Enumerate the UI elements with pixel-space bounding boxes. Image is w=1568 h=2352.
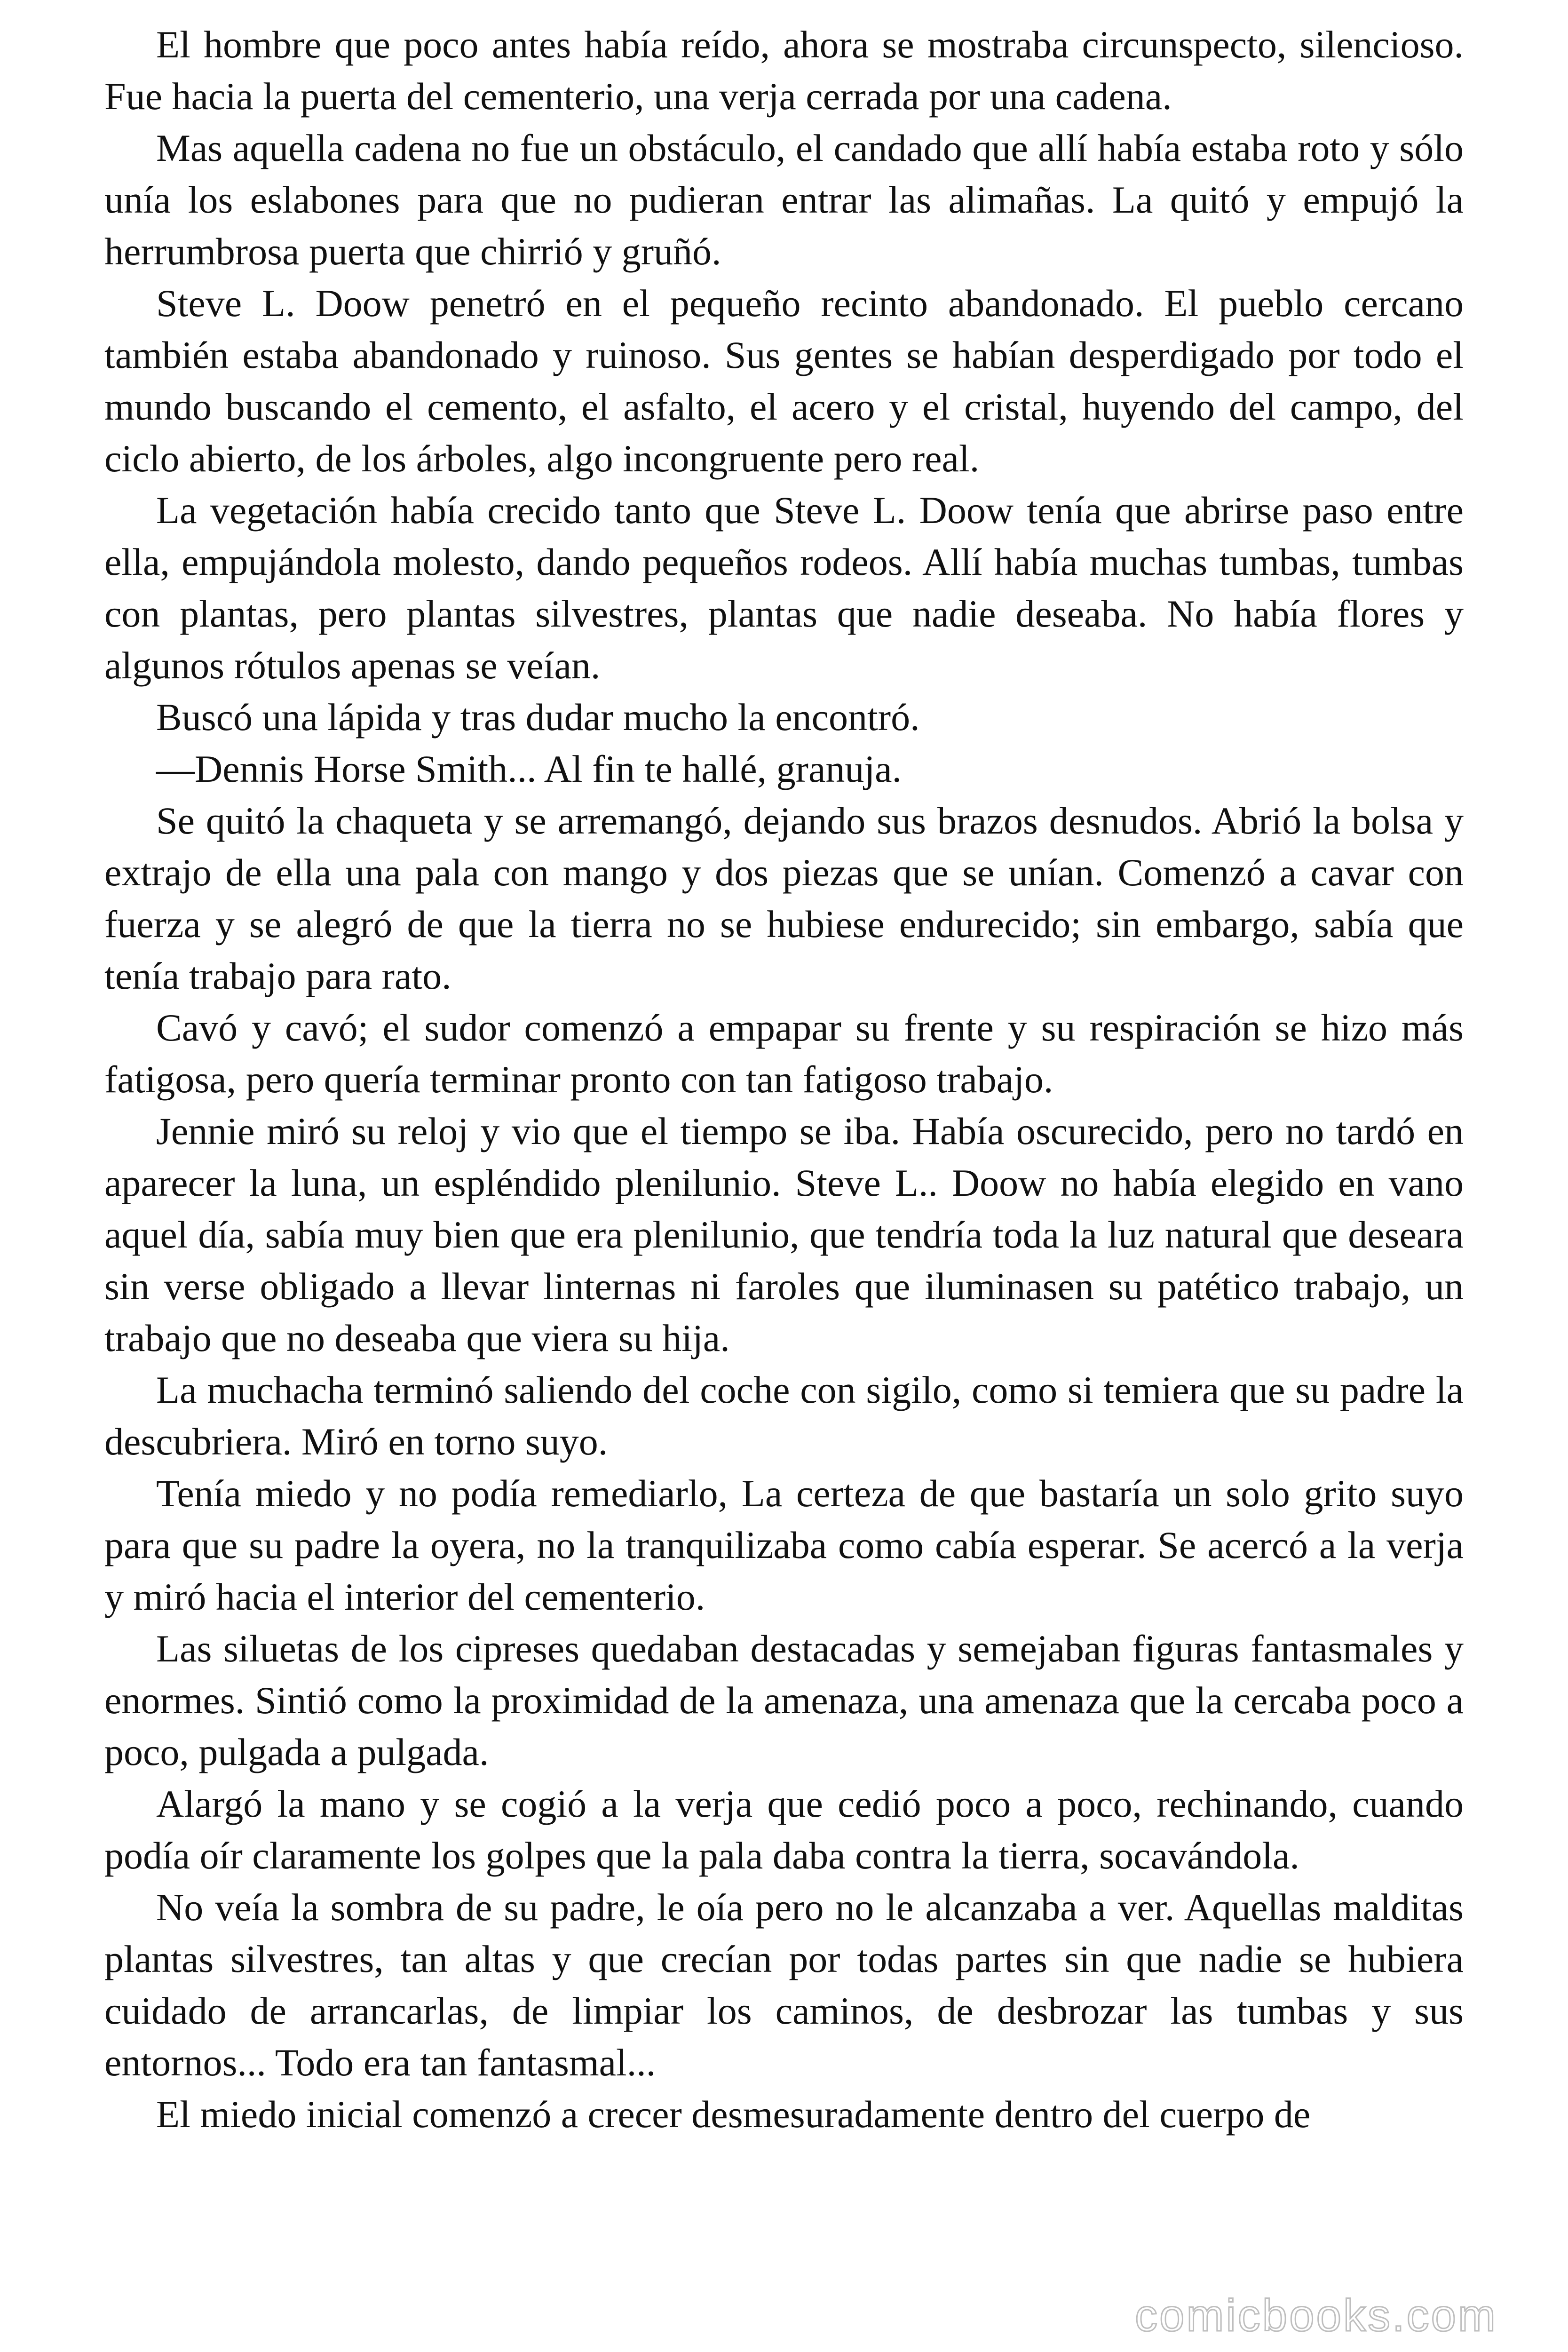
- paragraph-3: Steve L. Doow penetró en el pequeño recinto abandonado. El pueblo cercano también estaba abandonado y ruinoso. Sus gentes se habían desperdigado por todo el mundo buscando el cemento, el asfalto, el acero y el cristal, huyendo del campo, del ciclo abierto, de los árboles, algo incongruente pero real.: [104, 282, 1464, 480]
- paragraph-5: Buscó una lápida y tras dudar mucho la encontró.: [156, 696, 920, 739]
- paragraph-11: Tenía miedo y no podía remediarlo, La certeza de que bastaría un solo grito suyo para que su padre la oyera, no la tranquilizaba como cabía esperar. Se acercó a la verja y miró hacia el interior del cementerio.: [104, 1472, 1464, 1618]
- paragraph-8: Cavó y cavó; el sudor comenzó a empapar su frente y su respiración se hizo más fatigosa, pero quería terminar pronto con tan fatigoso trabajo.: [104, 1006, 1464, 1101]
- paragraph-7: Se quitó la chaqueta y se arremangó, dejando sus brazos desnudos. Abrió la bolsa y extrajo de ella una pala con mango y dos piezas que se unían. Comenzó a cavar con fuerza y se alegró de que la tierra no se hubiese endurecido; sin embargo, sabía que tenía trabajo para rato.: [104, 799, 1464, 997]
- watermark: comicbooks.com: [1135, 2290, 1497, 2341]
- paragraph-4: La vegetación había crecido tanto que Steve L. Doow tenía que abrirse paso entre ella, empujándola molesto, dando pequeños rodeos. Allí había muchas tumbas, tumbas con plantas, pero plantas silvestres, plantas que nadie deseaba. No había flores y algunos rótulos apenas se veían.: [104, 489, 1464, 687]
- paragraph-1: El hombre que poco antes había reído, ahora se mostraba circunspecto, silencioso. Fue hacia la puerta del cementerio, una verja cerrada por una cadena.: [104, 23, 1464, 118]
- paragraph-14: No veía la sombra de su padre, le oía pero no le alcanzaba a ver. Aquellas malditas plantas silvestres, tan altas y que crecían por todas partes sin que nadie se hubiera cuidado de arrancarlas, de limpiar los caminos, de desbrozar las tumbas y sus entornos... Todo era tan fantasmal...: [104, 1886, 1464, 2084]
- paragraph-15: El miedo inicial comenzó a crecer desmesuradamente dentro del cuerpo de: [156, 2093, 1311, 2136]
- paragraph-6: —Dennis Horse Smith... Al fin te hallé, granuja.: [156, 747, 902, 790]
- document-body: [104, 19, 1464, 2140]
- paragraph-12: Las siluetas de los cipreses quedaban destacadas y semejaban figuras fantasmales y enormes. Sintió como la proximidad de la amenaza, una amenaza que la cercaba poco a poco, pulgada a pulgada.: [104, 1627, 1464, 1773]
- paragraph-13: Alargó la mano y se cogió a la verja que cedió poco a poco, rechinando, cuando podía oír claramente los golpes que la pala daba contra la tierra, socavándola.: [104, 1782, 1464, 1877]
- paragraph-2: Mas aquella cadena no fue un obstáculo, el candado que allí había estaba roto y sólo unía los eslabones para que no pudieran entrar las alimañas. La quitó y empujó la herrumbrosa puerta que chirrió y gruñó.: [104, 127, 1464, 273]
- paragraph-10: La muchacha terminó saliendo del coche con sigilo, como si temiera que su padre la descubriera. Miró en torno suyo.: [104, 1368, 1464, 1463]
- paragraph-9: Jennie miró su reloj y vio que el tiempo se iba. Había oscurecido, pero no tardó en aparecer la luna, un espléndido plenilunio. Steve L.. Doow no había elegido en vano aquel día, sabía muy bien que era plenilunio, que tendría toda la luz natural que deseara sin verse obligado a llevar linternas ni faroles que iluminasen su patético trabajo, un trabajo que no deseaba que viera su hija.: [104, 1110, 1464, 1359]
